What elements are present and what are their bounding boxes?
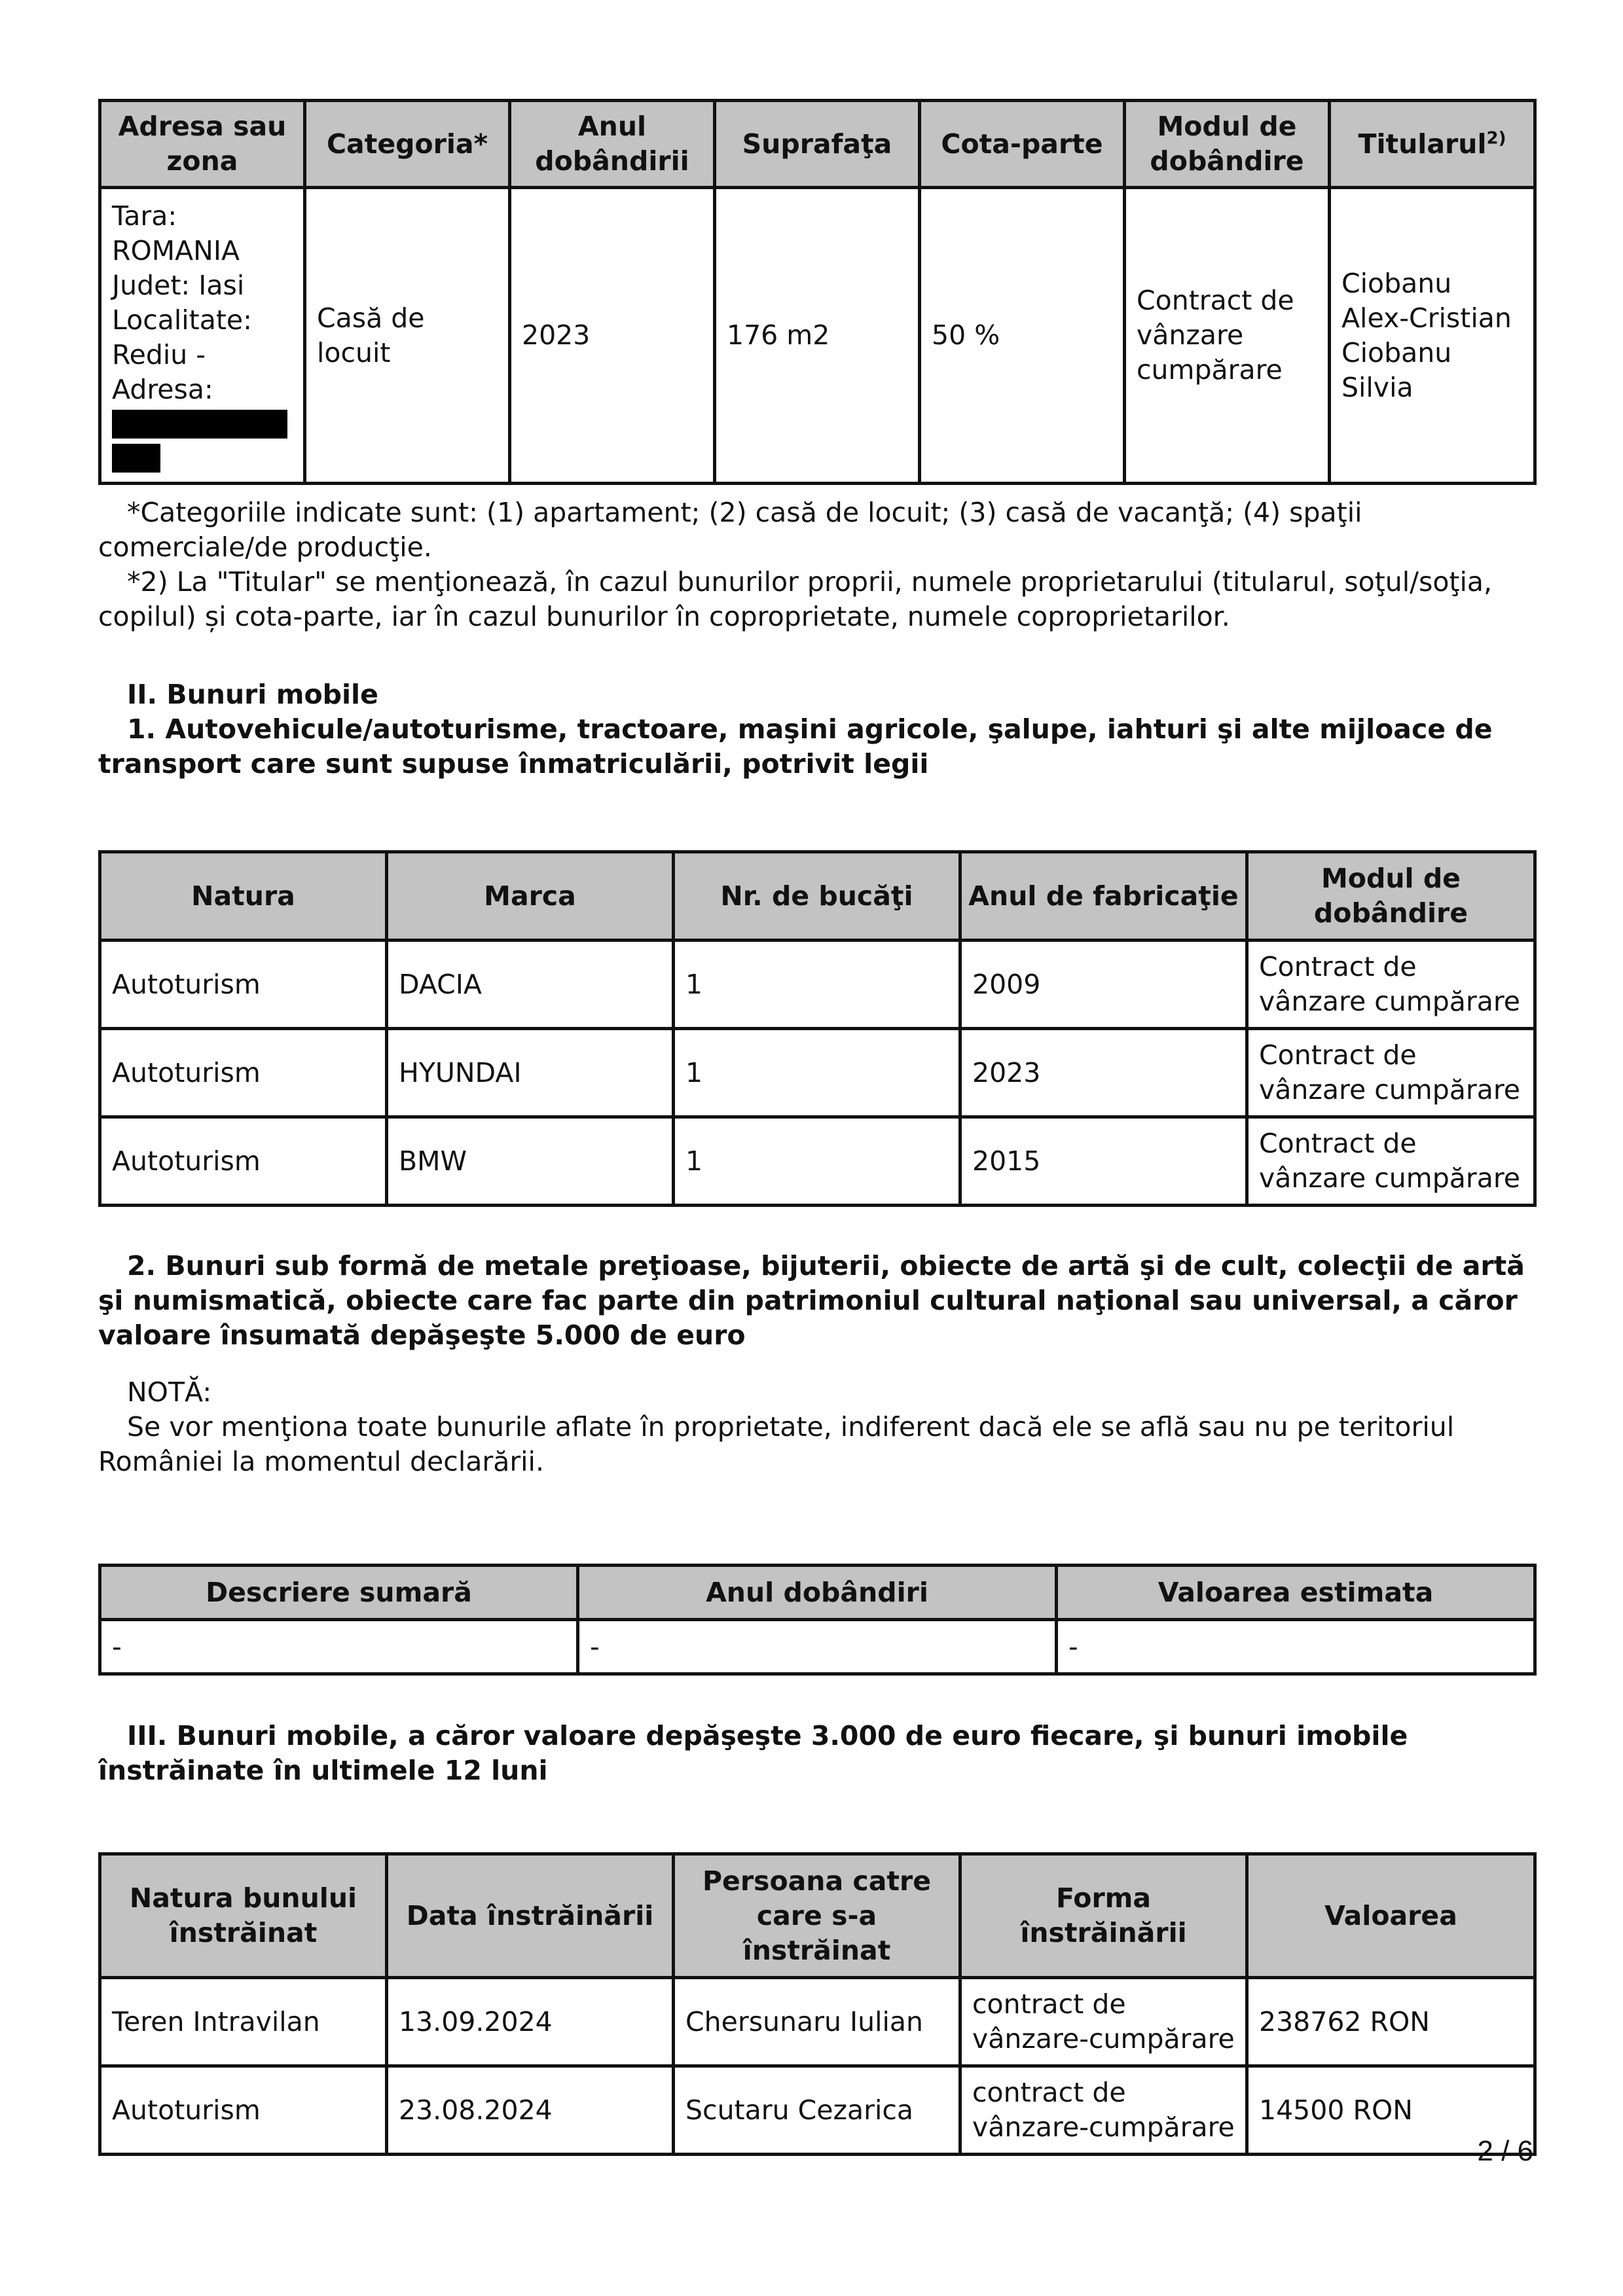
header-anul: Anul dobândirii [510,101,715,188]
cell-cota: 50 % [920,188,1125,484]
cell-modul: Contract de vânzare cumpărare [1247,1029,1535,1117]
cell-forma: contract de vânzare-cumpărare [960,1978,1247,2066]
adresa-line: Localitate: Rediu - [112,304,252,370]
header-modul-dobandire: Modul de dobândire [1247,852,1535,941]
header-categoria: Categoria* [305,101,510,188]
header-adresa: Adresa sau zona [100,101,305,188]
cell-anul: 2023 [510,188,715,484]
adresa-line: Tara: ROMANIA [112,200,240,266]
table-row [100,2066,1535,2155]
header-cota: Cota-parte [920,101,1125,188]
instrainate-table [98,1852,1537,2156]
header-suprafata: Suprafaţa [715,101,920,188]
section-title: III. Bunuri mobile, a căror valoare depăşeşte 3.000 de euro fiecare, şi bunuri imobile înstrăinate în ultimele 12 luni [98,1720,1408,1786]
cell-modul: Contract de vânzare cumpărare [1247,1117,1535,1206]
vehicule-table [98,850,1537,1207]
section-2-2-block [98,1249,1533,1479]
page-number: 2 / 6 [1477,2135,1533,2167]
cell-adresa [100,188,305,484]
cell-valoarea: - [1057,1620,1535,1674]
header-valoarea: Valoarea [1247,1854,1535,1978]
adresa-line: Judet: Iasi [112,269,245,301]
nota-label: NOTĂ: [127,1376,212,1408]
cell-nr: 1 [674,941,960,1029]
cell-suprafata: 176 m2 [715,188,920,484]
note-titular: *2) La "Titular" se menţionează, în cazul bunurilor proprii, numele proprietarului (titularul, soţul/soţia, copilul) și cota-parte, iar în cazul bunurilor în coproprietate, numele coproprietarilor. [98,566,1493,632]
cell-persoana: Scutaru Cezarica [674,2066,960,2155]
header-modul: Modul de dobândire [1125,101,1330,188]
header-marca: Marca [387,852,674,941]
header-anul-dobandiri: Anul dobândiri [578,1566,1057,1620]
cell-marca: BMW [387,1117,674,1206]
cell-nr: 1 [674,1117,960,1206]
table-row [100,1029,1535,1117]
header-anul-fabricatie: Anul de fabricaţie [960,852,1247,941]
header-natura: Natura [100,852,387,941]
header-nr-bucati: Nr. de bucăţi [674,852,960,941]
cell-nr: 1 [674,1029,960,1117]
cell-an: 2009 [960,941,1247,1029]
header-forma: Forma înstrăinării [960,1854,1247,1978]
cell-natura: Teren Intravilan [100,1978,387,2066]
header-natura-bunului: Natura bunului înstrăinat [100,1854,387,1978]
table-row [100,1620,1535,1674]
cell-modul: Contract de vânzare cumpărare [1125,188,1330,484]
cell-marca: DACIA [387,941,674,1029]
cell-natura: Autoturism [100,941,387,1029]
section-3-heading [98,1719,1533,1788]
cell-persoana: Chersunaru Iulian [674,1978,960,2066]
note-categorii: *Categoriile indicate sunt: (1) apartament; (2) casă de locuit; (3) casă de vacanţă; (4) spaţii comerciale/de producţie. [98,497,1362,563]
table-row [100,1117,1535,1206]
cell-modul: Contract de vânzare cumpărare [1247,941,1535,1029]
cell-data: 23.08.2024 [387,2066,674,2155]
cell-natura: Autoturism [100,2066,387,2155]
footnote-marker: 2) [1486,128,1506,148]
cell-forma: contract de vânzare-cumpărare [960,2066,1247,2155]
cell-data: 13.09.2024 [387,1978,674,2066]
cell-descriere: - [100,1620,578,1674]
header-persoana: Persoana catre care s-a înstrăinat [674,1854,960,1978]
cell-titular: Ciobanu Alex-Cristian Ciobanu Silvia [1330,188,1535,484]
cell-marca: HYUNDAI [387,1029,674,1117]
header-data: Data înstrăinării [387,1854,674,1978]
imobile-table [98,99,1537,485]
section-2-heading [98,677,1533,781]
cell-natura: Autoturism [100,1029,387,1117]
section-title: 2. Bunuri sub formă de metale preţioase, bijuterii, obiecte de artă şi de cult, colecţii de artă şi numismatică, obiecte care fac parte din patrimoniul cultural naţional sau universal, a căror valoare însumată depăşeşte 5.000 de euro [98,1250,1525,1351]
cell-an: 2015 [960,1117,1247,1206]
redaction-bar [112,410,287,439]
redaction-bar [112,444,160,473]
header-valoarea-estimata: Valoarea estimata [1057,1566,1535,1620]
table-row [100,941,1535,1029]
cell-natura: Autoturism [100,1117,387,1206]
header-descriere: Descriere sumară [100,1566,578,1620]
cell-categoria: Casă de locuit [305,188,510,484]
section-subtitle: 1. Autovehicule/autoturisme, tractoare, maşini agricole, şalupe, iahturi şi alte mijloace de transport care sunt supuse înmatriculării, potrivit legii [98,713,1493,780]
bunuri-table [98,1564,1537,1676]
table-row [100,1978,1535,2066]
header-titular: Titularul$^{2)}$ [1330,101,1535,188]
section-title: II. Bunuri mobile [127,679,378,710]
cell-valoarea: 14500 RON [1247,2066,1535,2155]
table-row [100,188,1535,484]
nota-text: Se vor menţiona toate bunurile aflate în proprietate, indiferent dacă ele se află sau nu pe teritoriul României la momentul declarării. [98,1411,1455,1477]
cell-valoarea: 238762 RON [1247,1978,1535,2066]
cell-anul: - [578,1620,1057,1674]
adresa-line: Adresa: [112,373,213,405]
cell-an: 2023 [960,1029,1247,1117]
notes-block [98,495,1533,634]
